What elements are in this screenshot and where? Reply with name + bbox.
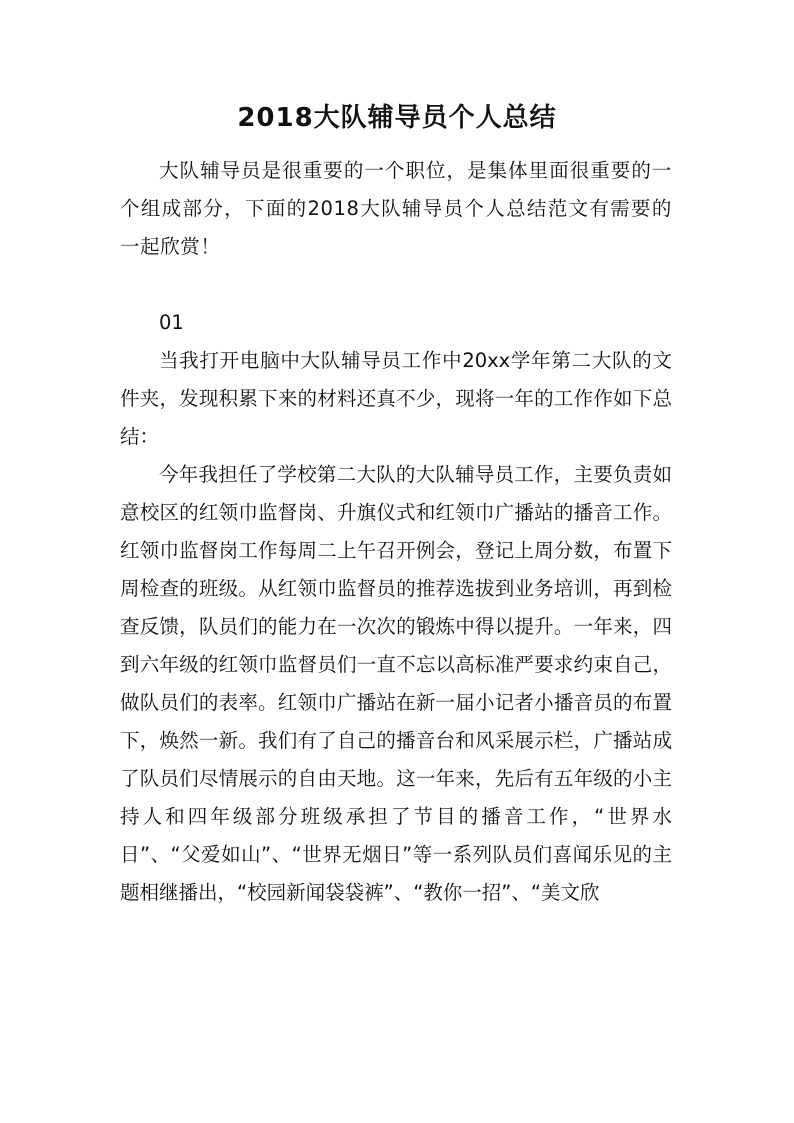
intro-paragraph: 大队辅导员是很重要的一个职位，是集体里面很重要的一个组成部分，下面的2018大队辅导员个人总结范文有需要的一起欣赏！: [120, 159, 672, 258]
section-number: 01: [159, 311, 184, 334]
body-paragraph: 当我打开电脑中大队辅导员工作中20xx学年第二大队的文件夹，发现积累下来的材料还真不少，现将一年的工作作如下总结：: [120, 349, 672, 448]
document-title: 2018大队辅导员个人总结: [237, 103, 557, 133]
body-paragraph: 今年我担任了学校第二大队的大队辅导员工作，主要负责如意校区的红领巾监督岗、升旗仪式和红领巾广播站的播音工作。红领巾监督岗工作每周二上午召开例会，登记上周分数，布置下周检查的班级。从红领巾监督员的推荐选拔到业务培训，再到检查反馈，队员们的能力在一次次的锻炼中得以提升。一年来，四到六年级的红领巾监督员们一直不忘以高标准严要求约束自己，做队员们的表率。红领巾广播站在新一届小记者小播音员的布置下，焕然一新。我们有了自己的播音台和风采展示栏，广播站成了队员们尽情展示的自由天地。这一年来，先后有五年级的小主持人和四年级部分班级承担了节目的播音工作，“世界水日”、“父爱如山”、“世界无烟日”等一系列队员们喜闻乐见的主题相继播出，“校园新闻袋袋裤”、“教你一招”、“美文欣: [120, 463, 672, 904]
document-body: [120, 152, 672, 912]
